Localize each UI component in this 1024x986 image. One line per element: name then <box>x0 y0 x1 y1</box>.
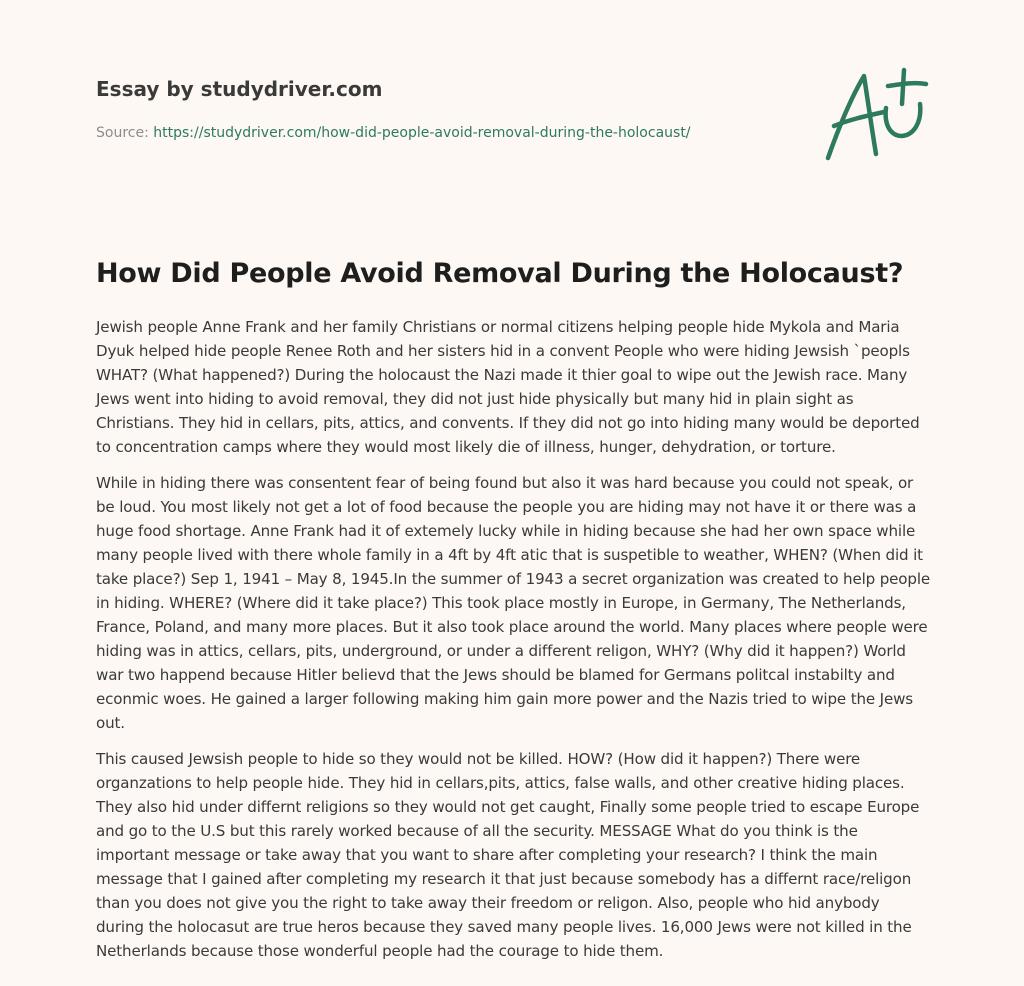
essay-header <box>96 74 796 143</box>
essay-paragraph: Jewish people Anne Frank and her family Christians or normal citizens helping people hide Mykola and Maria Dyuk helped hide people Renee Roth and her sisters hid in a convent People who were hiding Jewsish `peopls WHAT? (What happened?) During the holocaust the Nazi made it thier goal to wipe out the Jewish race. Many Jews went into hiding to avoid removal, they did not just hide physically but many hid in plain sight as Christians. They hid in cellars, pits, attics, and convents. If they did not go into hiding many would be deported to concentration camps where they would most likely die of illness, hunger, dehydration, or torture. <box>96 318 920 456</box>
source-line <box>96 123 796 143</box>
a-plus-logo-icon <box>818 62 934 166</box>
brand-title: Essay by studydriver.com <box>96 77 383 101</box>
essay-body <box>96 315 930 975</box>
essay-paragraph: This caused Jewsish people to hide so they would not be killed. HOW? (How did it happen?) There were organzations to help people hide. They hid in cellars,pits, attics, false walls, and other creative hiding places. They also hid under differnt religions so they would not get caught, Finally some people tried to escape Europe and go to the U.S but this rarely worked because of all the security. MESSAGE What do you think is the important message or take away that you want to share after completing your research? I think the main message that I gained after completing my research it that just because somebody has a differnt race/religon than you does not give you the right to take away their freedom or religon. Also, people who hid anybody during the holocasut are true heros because they saved many people lives. 16,000 Jews were not killed in the Netherlands because those wonderful people had the courage to hide them. <box>96 750 920 960</box>
essay-title: How Did People Avoid Removal During the Holocaust? <box>96 258 904 289</box>
source-label: Source: <box>96 125 154 141</box>
essay-paragraph: While in hiding there was consentent fear of being found but also it was hard because you could not speak, or be loud. You most likely not get a lot of food because the people you are hiding may not have it or there was a huge food shortage. Anne Frank had it of extemely lucky while in hiding because she had her own space while many people lived with there whole family in a 4ft by 4ft atic that is suspetible to weather, WHEN? (When did it take place?) Sep 1, 1941 – May 8, 1945.In the summer of 1943 a secret organization was created to help people in hiding. WHERE? (Where did it take place?) This took place mostly in Europe, in Germany, The Netherlands, France, Poland, and many more places. But it also took place around the world. Many places where people were hiding was in attics, cellars, pits, underground, or under a different religon, WHY? (Why did it happen?) World war two happend because Hitler believd that the Jews should be blamed for Germans politcal instabilty and econmic woes. He gained a larger following making him gain more power and the Nazis tried to wipe the Jews out. <box>96 474 930 732</box>
source-link[interactable]: https://studydriver.com/how-did-people-avoid-removal-during-the-holocaust/ <box>153 125 691 141</box>
